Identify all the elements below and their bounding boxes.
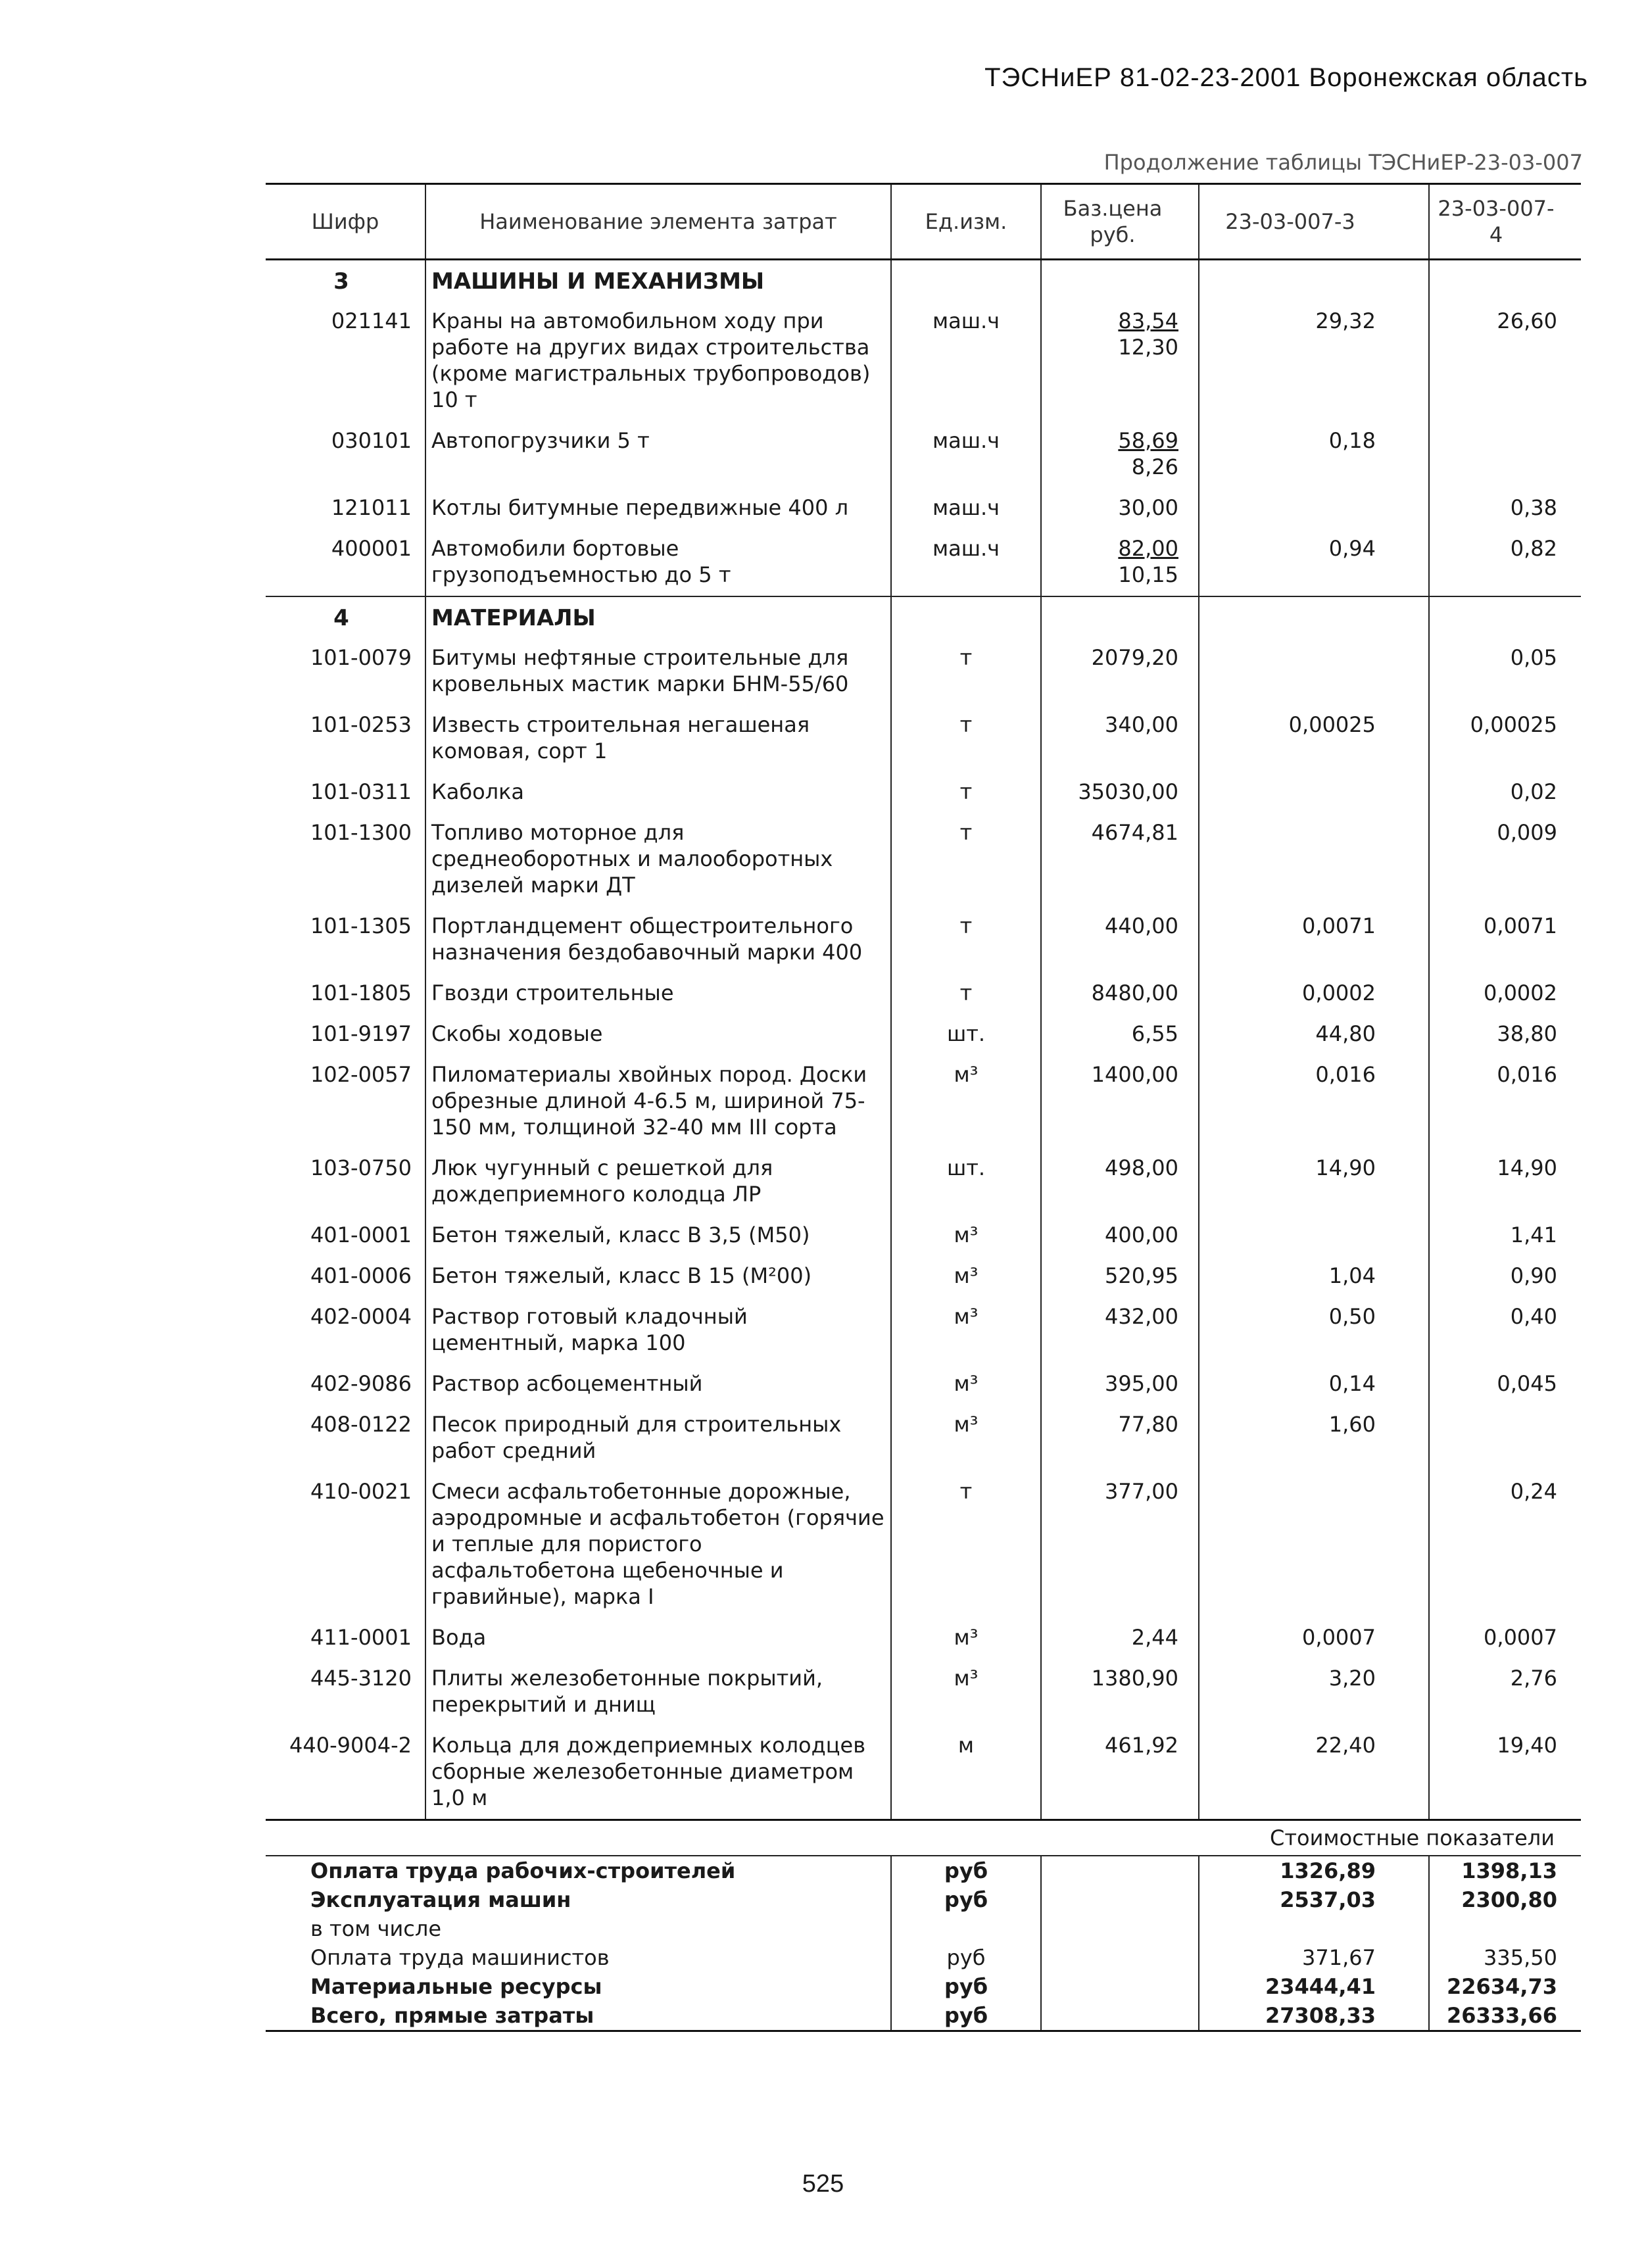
- empty-cell: [1041, 1885, 1199, 1914]
- column-header-unit: Ед.изм.: [891, 184, 1041, 260]
- resource-code: 445-3120: [266, 1658, 425, 1725]
- empty-cell: [1041, 596, 1199, 638]
- resource-name: Топливо моторное для среднеоборотных и малооборотных дизелей марки ДТ: [425, 813, 891, 906]
- table-row: [266, 1405, 1581, 1472]
- base-price: 432,00: [1105, 1304, 1178, 1329]
- resource-price: [1041, 1618, 1199, 1658]
- norm-value-4: 0,90: [1510, 1263, 1557, 1288]
- resource-code: 101-1805: [266, 973, 425, 1014]
- base-price: 35030,00: [1078, 779, 1178, 804]
- norm-value-4: 0,38: [1510, 495, 1557, 520]
- norm-value-3: 0,00025: [1199, 705, 1429, 772]
- resource-code: 410-0021: [266, 1472, 425, 1618]
- totals-unit: руб: [891, 2001, 1041, 2031]
- resource-unit: т: [891, 772, 1041, 813]
- totals-label: Эксплуатация машин: [266, 1885, 891, 1914]
- resource-code: 101-1300: [266, 813, 425, 906]
- resource-unit: т: [891, 973, 1041, 1014]
- section-title: МАШИНЫ И МЕХАНИЗМЫ: [425, 260, 891, 302]
- resource-name: Люк чугунный с решеткой для дождеприемного колодца ЛР: [425, 1148, 891, 1215]
- column-header-name: Наименование элемента затрат: [425, 184, 891, 260]
- base-price: 498,00: [1105, 1155, 1178, 1180]
- resource-code: 401-0006: [266, 1256, 425, 1297]
- norm-value-3: [1199, 488, 1429, 529]
- resource-name: Каболка: [425, 772, 891, 813]
- resource-unit: маш.ч: [891, 421, 1041, 488]
- empty-cell: [891, 260, 1041, 302]
- table-row: [266, 488, 1581, 529]
- norm-value-3: 22,40: [1199, 1725, 1429, 1820]
- totals-value-3: 1326,89: [1199, 1856, 1429, 1885]
- table-row: [266, 1725, 1581, 1820]
- totals-unit: руб: [891, 1972, 1041, 2001]
- table-row: [266, 1364, 1581, 1405]
- norm-value-4: 0,02: [1510, 779, 1557, 804]
- base-price: 340,00: [1105, 712, 1178, 737]
- resource-name: Раствор асбоцементный: [425, 1364, 891, 1405]
- norm-value-3: 44,80: [1199, 1014, 1429, 1055]
- table-row: [266, 638, 1581, 705]
- base-price: 1400,00: [1091, 1062, 1178, 1087]
- norm-value-4: 0,24: [1510, 1479, 1557, 1504]
- norm-value-3: 0,0071: [1199, 906, 1429, 973]
- resource-unit: т: [891, 705, 1041, 772]
- empty-cell: [1199, 260, 1429, 302]
- resource-name: Известь строительная негашеная комовая, сорт 1: [425, 705, 891, 772]
- totals-title: Стоимостные показатели: [266, 1820, 1581, 1856]
- resource-price: [1041, 421, 1199, 488]
- norm-value-4: 0,40: [1510, 1304, 1557, 1329]
- resource-price: [1041, 1725, 1199, 1820]
- table-body: [266, 260, 1581, 2031]
- resource-price: [1041, 1364, 1199, 1405]
- resource-price: [1041, 638, 1199, 705]
- norm-value-3: 0,94: [1199, 529, 1429, 596]
- resource-code: 401-0001: [266, 1215, 425, 1256]
- resource-name: Гвозди строительные: [425, 973, 891, 1014]
- norm-value-4: 0,82: [1510, 536, 1557, 561]
- base-price: 58,69: [1118, 428, 1178, 453]
- base-price: 4674,81: [1091, 820, 1178, 845]
- resource-price: [1041, 1472, 1199, 1618]
- resource-unit: м³: [891, 1256, 1041, 1297]
- totals-row: [266, 2001, 1581, 2031]
- resource-price: [1041, 1297, 1199, 1364]
- column-header-price: Баз.цена руб.: [1041, 184, 1199, 260]
- resource-unit: т: [891, 906, 1041, 973]
- totals-value-4: [1429, 1914, 1581, 1943]
- totals-title-row: [266, 1820, 1581, 1856]
- totals-value-3: [1199, 1914, 1429, 1943]
- operator-wage-price: 8,26: [1131, 454, 1178, 479]
- column-header-code: Шифр: [266, 184, 425, 260]
- norm-value-4: [1429, 421, 1581, 488]
- column-header-norm-3: 23-03-007-3: [1199, 184, 1429, 260]
- resource-unit: т: [891, 638, 1041, 705]
- table-row: [266, 421, 1581, 488]
- resource-unit: т: [891, 1472, 1041, 1618]
- resource-unit: м³: [891, 1405, 1041, 1472]
- resource-price: [1041, 1055, 1199, 1148]
- table-row: [266, 301, 1581, 421]
- resource-name: Бетон тяжелый, класс В 3,5 (М50): [425, 1215, 891, 1256]
- totals-value-4: 2300,80: [1461, 1887, 1557, 1912]
- section-title: МАТЕРИАЛЫ: [425, 596, 891, 638]
- document-header: ТЭСНиЕР 81-02-23-2001 Воронежская область: [984, 63, 1588, 92]
- table-row: [266, 1472, 1581, 1618]
- totals-label: Оплата труда рабочих-строителей: [266, 1856, 891, 1885]
- resource-table: [266, 183, 1581, 2032]
- totals-value-3: 27308,33: [1199, 2001, 1429, 2031]
- resource-name: Смеси асфальтобетонные дорожные, аэродромные и асфальтобетон (горячие и теплые для пористого асфальтобетона щебеночные и гравийные), марка I: [425, 1472, 891, 1618]
- resource-code: 402-0004: [266, 1297, 425, 1364]
- resource-price: [1041, 1256, 1199, 1297]
- totals-value-4: 26333,66: [1429, 2001, 1581, 2031]
- norm-value-4: 0,016: [1497, 1062, 1557, 1087]
- resource-code: 400001: [266, 529, 425, 596]
- table-row: [266, 1215, 1581, 1256]
- norm-value-3: [1199, 813, 1429, 906]
- base-price: 6,55: [1131, 1021, 1178, 1046]
- resource-name: Скобы ходовые: [425, 1014, 891, 1055]
- resource-code: 102-0057: [266, 1055, 425, 1148]
- resource-price: [1041, 1148, 1199, 1215]
- resource-price: [1041, 772, 1199, 813]
- resource-code: 408-0122: [266, 1405, 425, 1472]
- totals-unit: [891, 1914, 1041, 1943]
- base-price: 1380,90: [1091, 1666, 1178, 1691]
- totals-value-3: 23444,41: [1199, 1972, 1429, 2001]
- empty-cell: [1199, 596, 1429, 638]
- resource-price: [1041, 1658, 1199, 1725]
- resource-code: 121011: [266, 488, 425, 529]
- resource-price: [1041, 705, 1199, 772]
- resource-unit: м³: [891, 1658, 1041, 1725]
- table-row: [266, 1148, 1581, 1215]
- resource-name: Вода: [425, 1618, 891, 1658]
- totals-row: [266, 1914, 1581, 1943]
- base-price: 400,00: [1105, 1222, 1178, 1247]
- empty-cell: [1041, 2001, 1199, 2031]
- norm-value-3: 0,016: [1199, 1055, 1429, 1148]
- resource-code: 440-9004-2: [266, 1725, 425, 1820]
- totals-label: в том числе: [266, 1914, 891, 1943]
- base-price: 77,80: [1118, 1412, 1178, 1437]
- norm-value-3: [1199, 1215, 1429, 1256]
- resource-name: Песок природный для строительных работ средний: [425, 1405, 891, 1472]
- norm-value-3: [1199, 638, 1429, 705]
- resource-unit: м: [891, 1725, 1041, 1820]
- resource-price: [1041, 488, 1199, 529]
- base-price: 30,00: [1118, 495, 1178, 520]
- resource-unit: м³: [891, 1618, 1041, 1658]
- norm-value-3: [1199, 1472, 1429, 1618]
- resource-unit: маш.ч: [891, 488, 1041, 529]
- base-price: 461,92: [1105, 1733, 1178, 1758]
- empty-cell: [1041, 1943, 1199, 1972]
- base-price: 2079,20: [1091, 645, 1178, 670]
- totals-row: [266, 1972, 1581, 2001]
- resource-price: [1041, 1215, 1199, 1256]
- resource-name: Раствор готовый кладочный цементный, марка 100: [425, 1297, 891, 1364]
- totals-value-4: 22634,73: [1446, 1974, 1557, 1999]
- table-row: [266, 1297, 1581, 1364]
- totals-label: Оплата труда машинистов: [266, 1943, 891, 1972]
- resource-unit: маш.ч: [891, 529, 1041, 596]
- resource-code: 411-0001: [266, 1618, 425, 1658]
- table-row: [266, 529, 1581, 596]
- resource-name: Плиты железобетонные покрытий, перекрытий и днищ: [425, 1658, 891, 1725]
- resource-unit: шт.: [891, 1014, 1041, 1055]
- resource-name: Автопогрузчики 5 т: [425, 421, 891, 488]
- resource-unit: м³: [891, 1055, 1041, 1148]
- norm-value-3: 1,04: [1199, 1256, 1429, 1297]
- norm-value-4: 14,90: [1497, 1155, 1557, 1180]
- resource-code: 101-0253: [266, 705, 425, 772]
- base-price: 2,44: [1131, 1625, 1178, 1650]
- norm-value-3: 29,32: [1199, 301, 1429, 421]
- resource-code: 101-9197: [266, 1014, 425, 1055]
- resource-price: [1041, 301, 1199, 421]
- totals-label: Всего, прямые затраты: [266, 2001, 891, 2031]
- resource-code: 101-0079: [266, 638, 425, 705]
- norm-value-3: 3,20: [1199, 1658, 1429, 1725]
- page-number: 525: [802, 2170, 844, 2198]
- norm-value-3: 14,90: [1199, 1148, 1429, 1215]
- operator-wage-price: 12,30: [1118, 335, 1178, 360]
- section-number: 4: [266, 596, 425, 638]
- resource-unit: маш.ч: [891, 301, 1041, 421]
- norm-value-3: 0,0002: [1199, 973, 1429, 1014]
- table-continuation-note: Продолжение таблицы ТЭСНиЕР-23-03-007: [1103, 150, 1583, 175]
- table-row: [266, 772, 1581, 813]
- resource-name: Краны на автомобильном ходу при работе на других видах строительства (кроме магистральных трубопроводов) 10 т: [425, 301, 891, 421]
- norm-value-3: 1,60: [1199, 1405, 1429, 1472]
- resource-code: 021141: [266, 301, 425, 421]
- table-row: [266, 1658, 1581, 1725]
- resource-price: [1041, 973, 1199, 1014]
- resource-name: Автомобили бортовые грузоподъемностью до 5 т: [425, 529, 891, 596]
- totals-unit: руб: [891, 1943, 1041, 1972]
- totals-value-4: 335,50: [1484, 1945, 1557, 1970]
- norm-value-4: 38,80: [1497, 1021, 1557, 1046]
- resource-price: [1041, 529, 1199, 596]
- column-header-norm-4: 23-03-007-4: [1438, 196, 1555, 247]
- norm-value-4: 0,05: [1510, 645, 1557, 670]
- totals-value-4: 1398,13: [1461, 1858, 1557, 1883]
- resource-unit: м³: [891, 1297, 1041, 1364]
- section-header-row: [266, 596, 1581, 638]
- norm-value-4: 0,0071: [1484, 913, 1557, 938]
- totals-value-3: 371,67: [1199, 1943, 1429, 1972]
- resource-code: 101-1305: [266, 906, 425, 973]
- norm-value-4: 0,009: [1497, 820, 1557, 845]
- table-row: [266, 1055, 1581, 1148]
- resource-name: Портландцемент общестроительного назначения бездобавочный марки 400: [425, 906, 891, 973]
- empty-cell: [1041, 1856, 1199, 1885]
- table-row: [266, 1256, 1581, 1297]
- resource-name: Котлы битумные передвижные 400 л: [425, 488, 891, 529]
- table-row: [266, 906, 1581, 973]
- norm-value-3: 0,18: [1199, 421, 1429, 488]
- resource-code: 030101: [266, 421, 425, 488]
- base-price: 377,00: [1105, 1479, 1178, 1504]
- norm-value-4: 19,40: [1497, 1733, 1557, 1758]
- base-price: 82,00: [1118, 536, 1178, 561]
- norm-value-3: 0,50: [1199, 1297, 1429, 1364]
- norm-value-4: [1429, 1405, 1581, 1472]
- base-price: 520,95: [1105, 1263, 1178, 1288]
- resource-code: 103-0750: [266, 1148, 425, 1215]
- resource-unit: м³: [891, 1364, 1041, 1405]
- resource-price: [1041, 1014, 1199, 1055]
- base-price: 395,00: [1105, 1371, 1178, 1396]
- base-price: 83,54: [1118, 308, 1178, 333]
- empty-cell: [1429, 596, 1581, 638]
- norm-value-4: 1,41: [1510, 1222, 1557, 1247]
- empty-cell: [1041, 1914, 1199, 1943]
- table-row: [266, 813, 1581, 906]
- table-row: [266, 1014, 1581, 1055]
- resource-name: Бетон тяжелый, класс В 15 (М²00): [425, 1256, 891, 1297]
- norm-value-4: 2,76: [1510, 1666, 1557, 1691]
- resource-name: Битумы нефтяные строительные для кровельных мастик марки БНМ-55/60: [425, 638, 891, 705]
- norm-value-3: [1199, 772, 1429, 813]
- norm-value-4: 0,045: [1497, 1371, 1557, 1396]
- section-number: 3: [266, 260, 425, 302]
- totals-row: [266, 1856, 1581, 1885]
- empty-cell: [1041, 260, 1199, 302]
- resource-code: 101-0311: [266, 772, 425, 813]
- resource-price: [1041, 813, 1199, 906]
- table-row: [266, 705, 1581, 772]
- totals-label: Материальные ресурсы: [266, 1972, 891, 2001]
- resource-unit: м³: [891, 1215, 1041, 1256]
- norm-value-3: 0,0007: [1199, 1618, 1429, 1658]
- resource-name: Пиломатериалы хвойных пород. Доски обрезные длиной 4-6.5 м, шириной 75-150 мм, толщиной 32-40 мм III сорта: [425, 1055, 891, 1148]
- norm-value-4: 0,0007: [1484, 1625, 1557, 1650]
- totals-row: [266, 1943, 1581, 1972]
- norm-value-4: 0,0002: [1484, 980, 1557, 1005]
- section-header-row: [266, 260, 1581, 302]
- empty-cell: [1429, 260, 1581, 302]
- resource-unit: шт.: [891, 1148, 1041, 1215]
- base-price: 440,00: [1105, 913, 1178, 938]
- resource-price: [1041, 906, 1199, 973]
- totals-unit: руб: [891, 1856, 1041, 1885]
- table-row: [266, 973, 1581, 1014]
- base-price: 8480,00: [1091, 980, 1178, 1005]
- table-header-row: [266, 184, 1581, 260]
- resource-code: 402-9086: [266, 1364, 425, 1405]
- empty-cell: [1041, 1972, 1199, 2001]
- operator-wage-price: 10,15: [1118, 562, 1178, 587]
- totals-value-3: 2537,03: [1199, 1885, 1429, 1914]
- resource-table-container: [266, 183, 1581, 2032]
- resource-unit: т: [891, 813, 1041, 906]
- norm-value-4: 26,60: [1497, 308, 1557, 333]
- table-row: [266, 1618, 1581, 1658]
- empty-cell: [891, 596, 1041, 638]
- norm-value-4: 0,00025: [1470, 712, 1557, 737]
- totals-unit: руб: [891, 1885, 1041, 1914]
- resource-name: Кольца для дождеприемных колодцев сборные железобетонные диаметром 1,0 м: [425, 1725, 891, 1820]
- norm-value-3: 0,14: [1199, 1364, 1429, 1405]
- totals-row: [266, 1885, 1581, 1914]
- resource-price: [1041, 1405, 1199, 1472]
